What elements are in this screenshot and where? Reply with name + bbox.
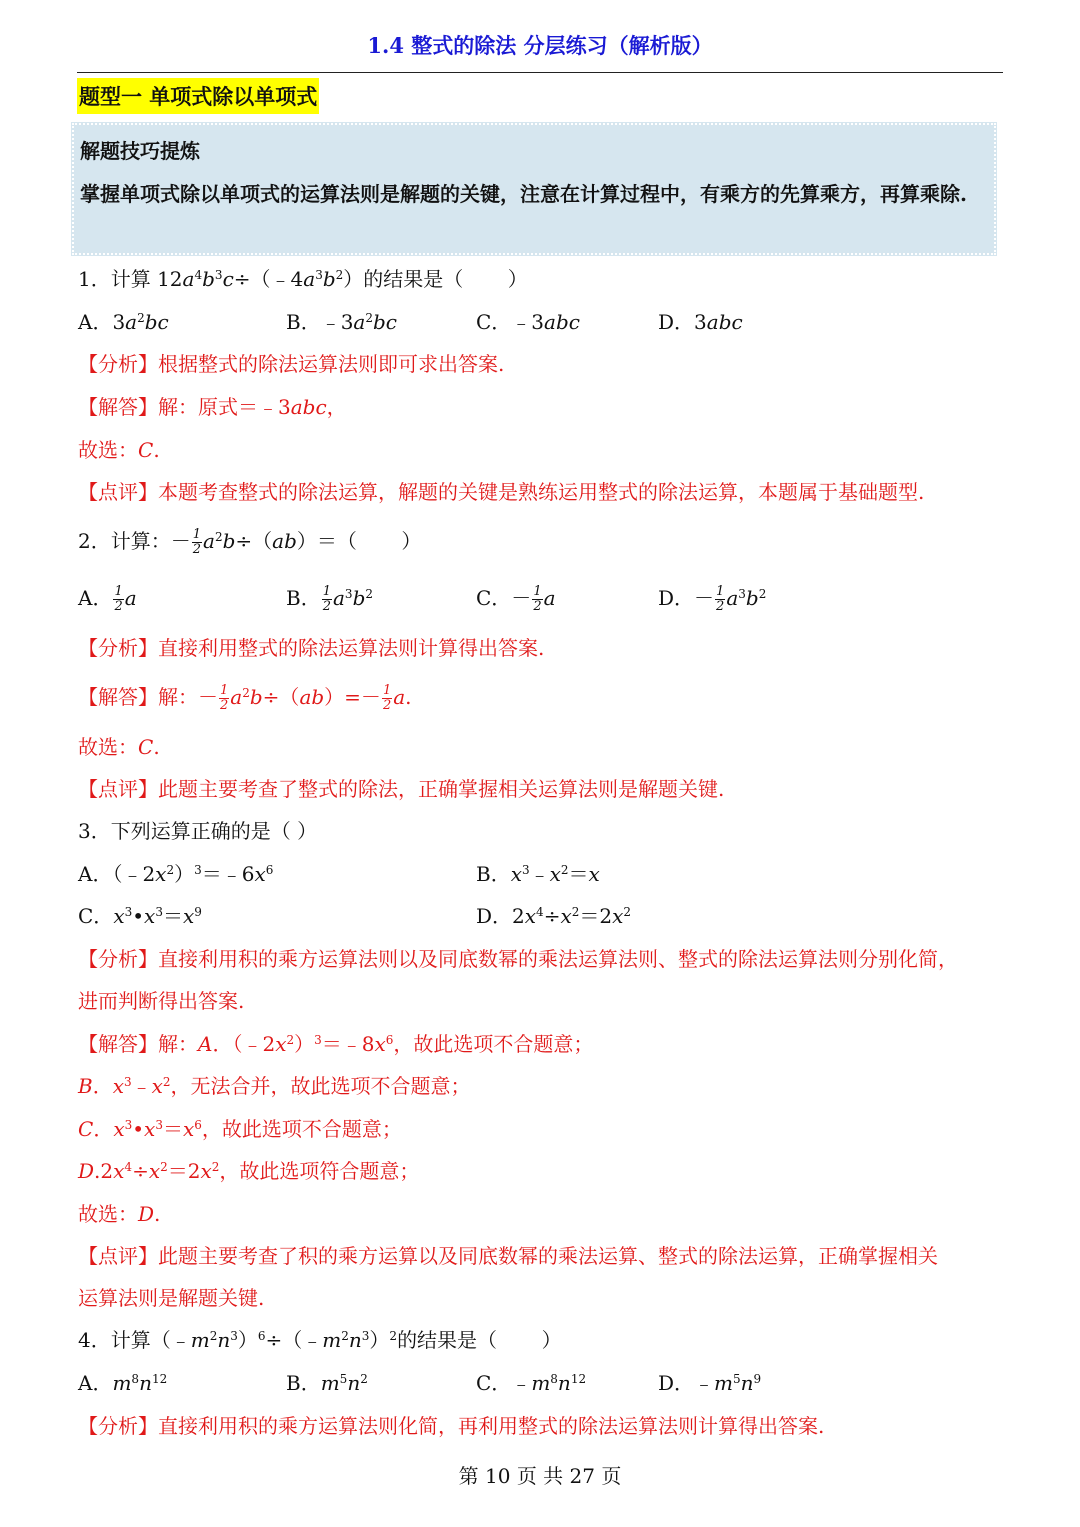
q1-option-d: D．3abc xyxy=(658,310,743,334)
q2-choice: 故选：C. xyxy=(78,735,160,759)
q3-comment-line2: 运算法则是解题关键. xyxy=(78,1286,265,1310)
q1-option-c: C．﹣3abc xyxy=(476,310,580,334)
q2-comment: 【点评】此题主要考查了整式的除法，正确掌握相关运算法则是解题关键. xyxy=(78,777,725,801)
q4-option-d: D．$﹣m^5n^9$ xyxy=(658,1371,762,1395)
q3-solution-d: $D.2x^4\div x^2=2x^2$，故此选项符合题意； xyxy=(78,1159,420,1183)
q1-option-b: B．$﹣3a^2bc$ xyxy=(286,310,398,334)
q2-analysis: 【分析】直接利用整式的除法运算法则计算得出答案. xyxy=(78,636,545,660)
q4-option-c: C．$﹣m^8n^{12}$ xyxy=(476,1371,587,1395)
q3-solution-a: 【解答】解：A．$(﹣2x^2)^3=﹣8x^6$，故此选项不合题意； xyxy=(78,1032,594,1056)
q3-choice: 故选：D. xyxy=(78,1202,161,1226)
q2-option-c: C．－ $\frac{1}{2}$ a xyxy=(476,584,556,614)
tip-body: 掌握单项式除以单项式的运算法则是解题的关键，注意在计算过程中，有乘方的先算乘方，再算乘除. xyxy=(80,182,967,206)
q3-option-b: B．$x^3﹣x^2=x$ xyxy=(476,862,600,886)
tip-title: 解题技巧提炼 xyxy=(80,139,200,163)
tip-box xyxy=(72,123,996,255)
q3-option-a: A．$(﹣2x^2)^3=﹣6x^6$ xyxy=(78,862,274,886)
section-heading: 题型一 单项式除以单项式 xyxy=(77,78,319,114)
q1-option-a: A．$3a^2bc$ xyxy=(78,310,169,334)
q3-stem: 3．下列运算正确的是（ ） xyxy=(78,819,318,843)
q2-stem: 2．计算：－ $\frac{1}{2}$ $a^2b\div(ab)=$（ ） xyxy=(78,527,422,557)
q4-option-b: B．$m^5n^2$ xyxy=(286,1371,368,1395)
q3-solution-c: C．$x^3•x^3=x^6$，故此选项不合题意； xyxy=(78,1117,402,1141)
q2-solution: 【解答】解：－ $\frac{1}{2}$ $a^2b\div(ab)=-$ $\frac{1}{2}$ a. xyxy=(78,683,412,713)
q3-analysis-line2: 进而判断得出答案. xyxy=(78,989,245,1013)
title-divider xyxy=(77,72,1003,73)
page-title: 1.4 整式的除法 分层练习（解析版） xyxy=(367,33,713,58)
q1-analysis: 【分析】根据整式的除法运算法则即可求出答案. xyxy=(78,352,505,376)
q3-solution-b: B．$x^3﹣x^2$，无法合并，故此选项不合题意； xyxy=(78,1074,471,1098)
q3-option-c: C．$x^3•x^3=x^9$ xyxy=(78,904,202,928)
q2-option-a: A． $\frac{1}{2}$ a xyxy=(78,584,137,614)
q4-stem: 4．计算$(﹣m^2n^3)^6\div(﹣m^2n^3)^2$的结果是（ ） xyxy=(78,1328,562,1352)
q4-analysis: 【分析】直接利用积的乘方运算法则化简，再利用整式的除法运算法则计算得出答案. xyxy=(78,1414,825,1438)
page-number: 第 10 页 共 27 页 xyxy=(458,1464,622,1488)
q3-option-d: D．$2x^4\div x^2=2x^2$ xyxy=(476,904,632,928)
q3-comment-line1: 【点评】此题主要考查了积的乘方运算以及同底数幂的乘法运算、整式的除法运算，正确掌握相关 xyxy=(78,1244,938,1268)
q1-solution: 【解答】解：原式＝﹣3abc， xyxy=(78,395,347,419)
q1-comment: 【点评】本题考查整式的除法运算，解题的关键是熟练运用整式的除法运算，本题属于基础题型. xyxy=(78,480,925,504)
q4-option-a: A．$m^8n^{12}$ xyxy=(78,1371,168,1395)
q2-option-d: D．－ $\frac{1}{2}$ $a^3b^2$ xyxy=(658,584,767,614)
q2-option-b: B． $\frac{1}{2}$ $a^3b^2$ xyxy=(286,584,374,614)
q3-analysis-line1: 【分析】直接利用积的乘方运算法则以及同底数幂的乘法运算法则、整式的除法运算法则分别化简， xyxy=(78,947,958,971)
q1-choice: 故选：C. xyxy=(78,438,160,462)
q1-stem: 1．计算 $12a^4b^3c\div(﹣4a^3b^2)$的结果是（ ） xyxy=(78,267,528,291)
